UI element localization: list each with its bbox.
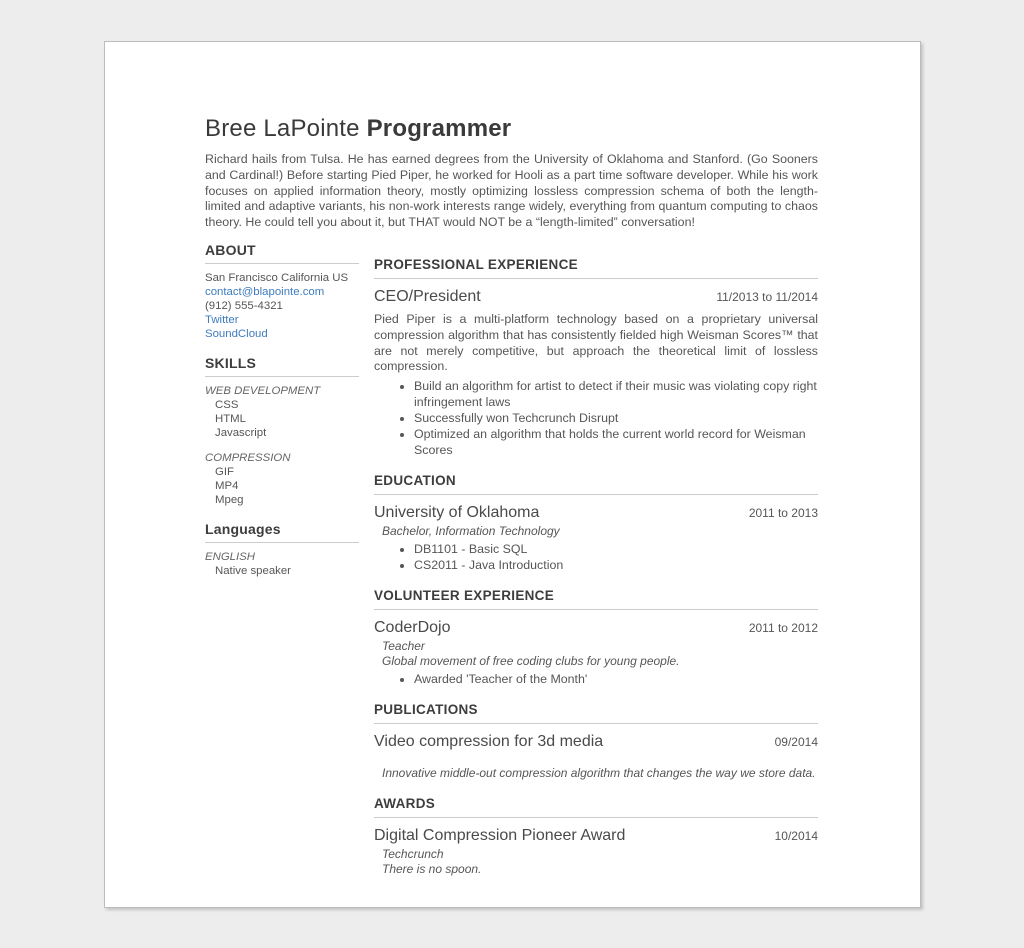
languages-heading: Languages <box>205 521 359 543</box>
volunteer-bullet: • Awarded 'Teacher of the Month' <box>414 671 818 687</box>
skill-item: HTML <box>215 412 247 425</box>
job-bullet: • Optimized an algorithm that holds the current world record for Weisman Scores <box>414 426 818 458</box>
award-date: 10/2014 <box>774 829 818 844</box>
skill-group-web-development <box>205 384 359 440</box>
award-description: There is no spoon. <box>382 862 482 877</box>
publication-entry-header <box>374 733 818 751</box>
publication-date: 09/2014 <box>774 735 818 750</box>
course-bullet: • CS2011 - Java Introduction <box>414 557 818 573</box>
skill-item: Mpeg <box>215 493 244 506</box>
course-bullet-list <box>374 541 818 573</box>
award-issuer: Techcrunch <box>382 847 444 862</box>
resume-content <box>105 42 920 892</box>
main-column <box>374 242 818 892</box>
job-title: CEO/President <box>374 287 481 305</box>
education-entry-header <box>374 504 818 522</box>
publication-title: Video compression for 3d media <box>374 733 604 751</box>
resume-name: Bree LaPointe <box>205 115 360 142</box>
skill-item: GIF <box>215 465 234 478</box>
professional-experience-section <box>374 257 818 458</box>
skill-item: MP4 <box>215 479 239 492</box>
job-bullet-list <box>374 378 818 458</box>
skill-category: WEB DEVELOPMENT <box>205 384 321 397</box>
resume-columns <box>205 242 818 892</box>
skill-item: Javascript <box>215 426 267 439</box>
skills-section <box>205 355 359 507</box>
about-location: San Francisco California US <box>205 271 349 284</box>
organization-name: CoderDojo <box>374 619 451 637</box>
education-heading: EDUCATION <box>374 473 818 495</box>
skill-category: COMPRESSION <box>205 451 291 464</box>
course-bullet: • DB1101 - Basic SQL <box>414 541 818 557</box>
language-name: ENGLISH <box>205 550 256 563</box>
twitter-link[interactable]: Twitter <box>205 313 239 326</box>
about-phone: (912) 555-4321 <box>205 299 283 312</box>
award-entry-header <box>374 827 818 845</box>
sidebar <box>205 242 359 592</box>
about-section <box>205 242 359 341</box>
volunteer-entry-header <box>374 619 818 637</box>
skill-item: CSS <box>215 398 239 411</box>
skill-group-compression <box>205 451 359 507</box>
resume-job-title: Programmer <box>366 115 512 142</box>
publication-description: Innovative middle-out compression algorithm that changes the way we store data. <box>382 766 816 781</box>
document-sheet <box>104 41 921 908</box>
publications-section <box>374 702 818 781</box>
degree: Bachelor, Information Technology <box>382 524 560 539</box>
languages-section <box>205 521 359 578</box>
awards-section <box>374 796 818 877</box>
volunteer-bullet-list <box>374 671 818 687</box>
school-name: University of Oklahoma <box>374 504 540 522</box>
job-description: Pied Piper is a multi-platform technology based on a proprietary universal compression algorithm that has consistently fielded high Weisman Scores™ that are not merely competitive, but approach the theoretical limit of lossless compression. <box>374 311 818 374</box>
page-title <box>205 115 818 143</box>
volunteer-description: Global movement of free coding clubs for young people. <box>382 654 680 669</box>
about-heading: ABOUT <box>205 242 359 264</box>
publications-heading: PUBLICATIONS <box>374 702 818 724</box>
skills-heading: SKILLS <box>205 355 359 377</box>
award-title: Digital Compression Pioneer Award <box>374 827 626 845</box>
education-date: 2011 to 2013 <box>748 506 818 521</box>
soundcloud-link[interactable]: SoundCloud <box>205 327 268 340</box>
job-bullet: • Successfully won Techcrunch Disrupt <box>414 410 818 426</box>
awards-heading: AWARDS <box>374 796 818 818</box>
job-date: 11/2013 to 11/2014 <box>716 289 818 304</box>
professional-experience-heading: PROFESSIONAL EXPERIENCE <box>374 257 818 279</box>
about-email-link[interactable]: contact@blapointe.com <box>205 285 325 298</box>
job-bullet: • Build an algorithm for artist to detect if their music was violating copy right infringement laws <box>414 378 818 410</box>
volunteer-experience-heading: VOLUNTEER EXPERIENCE <box>374 588 818 610</box>
job-entry-header <box>374 288 818 306</box>
language-level: Native speaker <box>215 564 291 577</box>
volunteer-experience-section <box>374 588 818 687</box>
volunteer-role: Teacher <box>382 639 425 654</box>
volunteer-date: 2011 to 2012 <box>748 621 818 636</box>
education-section <box>374 473 818 573</box>
summary-text: Richard hails from Tulsa. He has earned degrees from the University of Oklahoma and Stanford. (Go Sooners and Cardinal!) Before starting Pied Piper, he worked for Hooli as a part time software developer. While his work focuses on applied information theory, mostly optimizing lossless compression schema of both the length-limited and adaptive variants, his non-work interests range widely, everything from quantum computing to chaos theory. He could tell you about it, but THAT would NOT be a “length-limited” conversation! <box>205 152 818 230</box>
